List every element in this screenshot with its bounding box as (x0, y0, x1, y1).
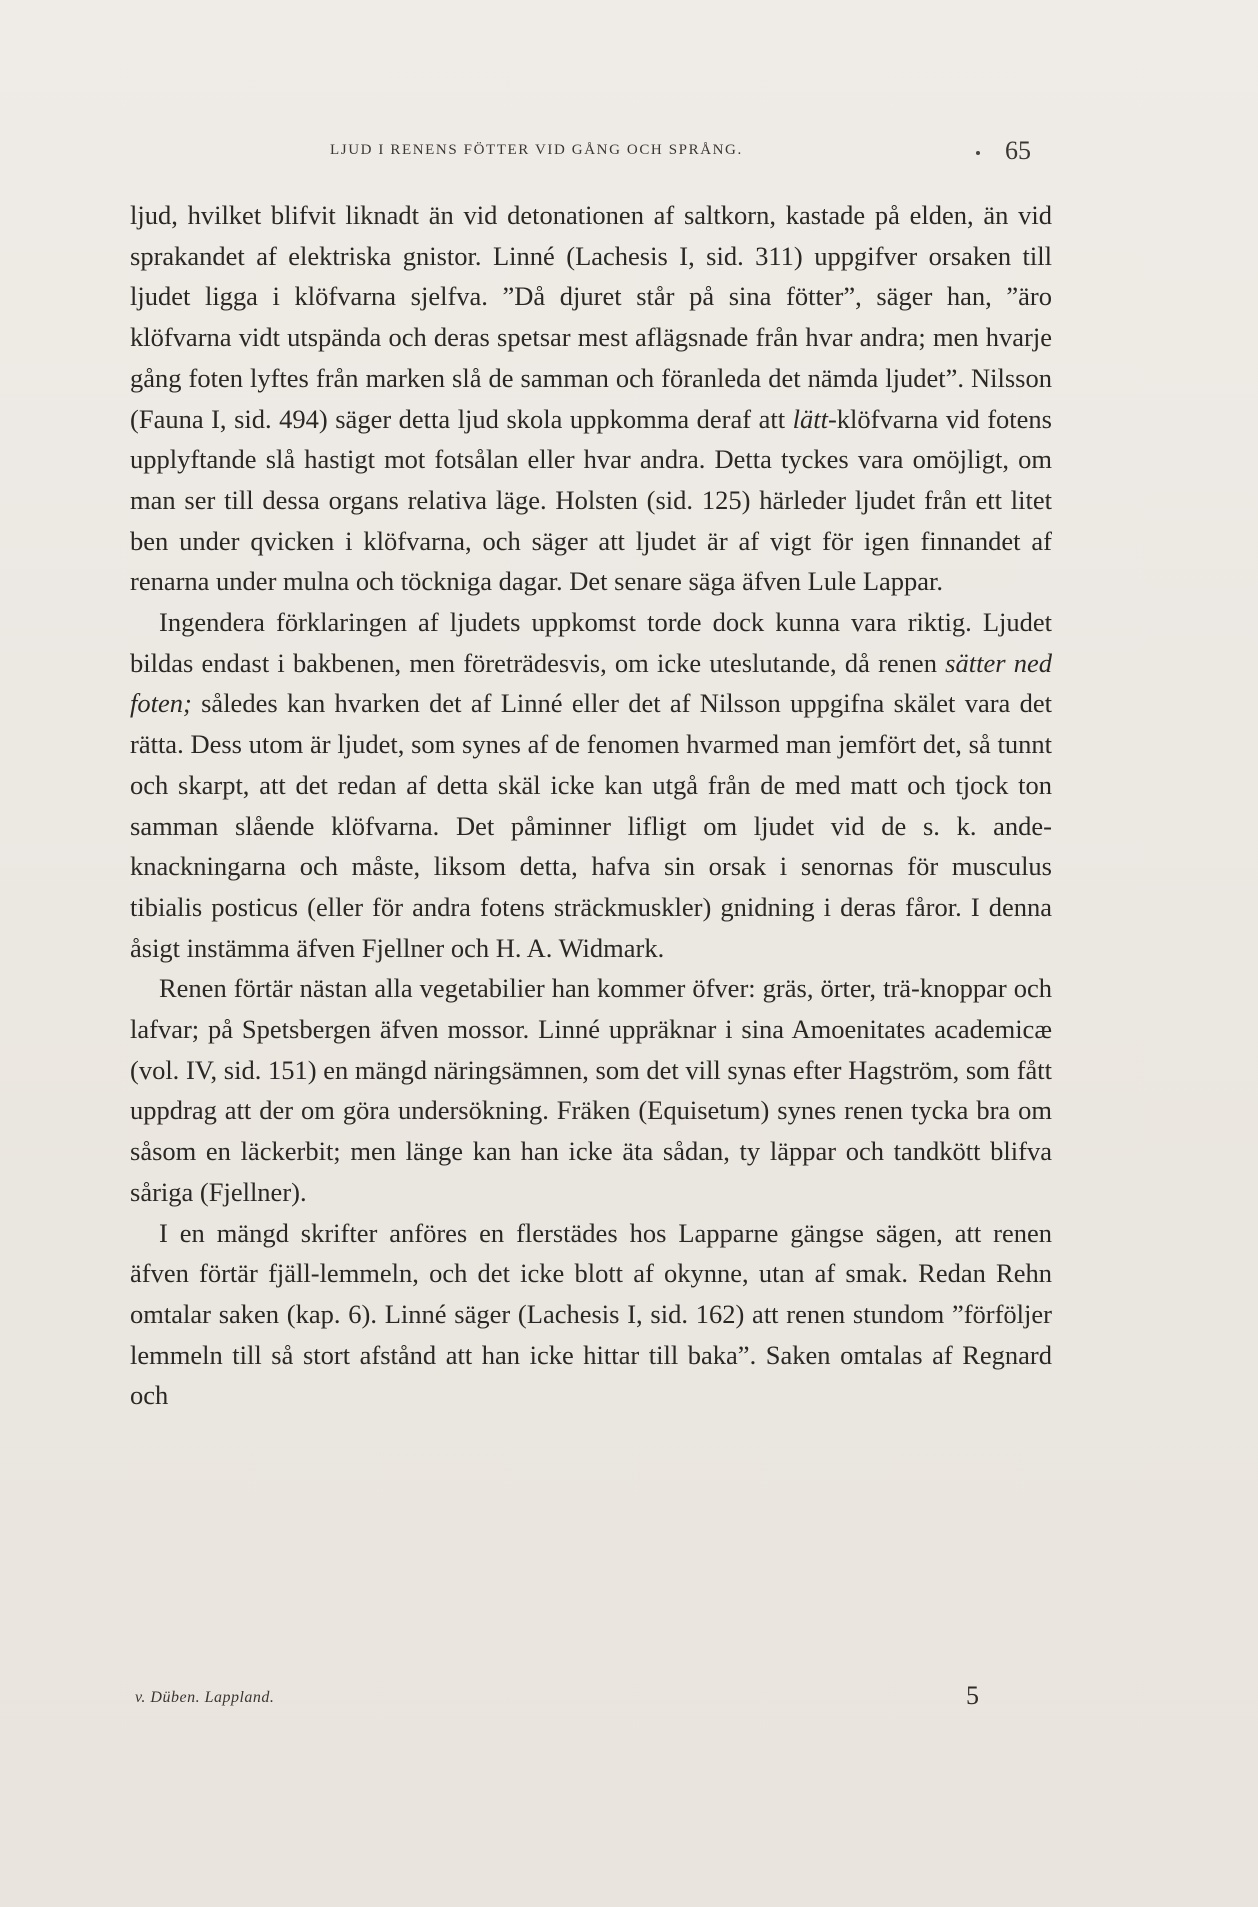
paragraph-text: I en mängd skrifter anföres en flerstädes hos Lapparne gängse sägen, att renen äfven förtär fjäll-lemmeln, och det icke blott af okynne, utan af smak. Redan Rehn omtalar saken (kap. 6). Linné säger (Lachesis I, sid. 162) att renen stundom ”förföljer lemmeln till så stort afstånd att han icke hittar till baka”. Saken omtalas af Regnard och (130, 1217, 1052, 1411)
paragraph (130, 195, 1052, 602)
footer-sheet-number: 5 (966, 1681, 979, 1710)
paragraph-text: Ingendera förklaringen af ljudets uppkomst torde dock kunna vara riktig. Ljudet bildas endast i bakbenen, men företrädesvis, om icke uteslutande, då renen (130, 607, 1052, 678)
body-text (130, 195, 1052, 1416)
paragraph-text: -klöfvarna vid fotens upplyftande slå hastigt mot fotsålan eller hvar andra. Detta tyckes vara omöjligt, om man ser till dessa organs relativa läge. Holsten (sid. 125) härleder ljudet från ett litet ben under qvicken i klöfvarna, och säger att ljudet är af vigt för igen finnandet af renarna under mulna och töckniga dagar. Det senare säga äfven Lule Lappar. (130, 403, 1052, 597)
paragraph (130, 968, 1052, 1212)
page-number: 65 (1005, 136, 1031, 165)
header-dot (976, 151, 980, 155)
paragraph (130, 1213, 1052, 1417)
paragraph-text: Renen förtär nästan alla vegetabilier han kommer öfver: gräs, örter, trä-knoppar och lafvar; på Spetsbergen äfven mossor. Linné uppräknar i sina Amoenitates academicæ (vol. IV, sid. 151) en mängd näringsämnen, som det vill synas efter Hagström, som fått uppdrag att der om göra undersökning. Fräken (Equisetum) synes renen tycka bra om såsom en läckerbit; men länge kan han icke äta sådan, ty läppar och tandkött blifva såriga (Fjellner). (130, 973, 1052, 1207)
paragraph (130, 602, 1052, 968)
paragraph-text: ljud, hvilket blifvit liknadt än vid detonationen af saltkorn, kastade på elden, än vid sprakandet af elektriska gnistor. Linné (Lachesis I, sid. 311) uppgifver orsaken till ljudet ligga i klöfvarna sjelfva. ”Då djuret står på sina fötter”, säger han, ”äro klöfvarna vidt utspända och deras spetsar mest aflägsnade från hvar andra; men hvarje gång foten lyftes från marken slå de samman och föranleda det nämda ljudet”. Nilsson (Fauna I, sid. 494) säger detta ljud skola uppkomma deraf att (130, 200, 1052, 434)
emphasis-text: sätter ned foten; (130, 647, 1052, 719)
paragraph-text: således kan hvarken det af Linné eller det af Nilsson uppgifna skälet vara det rätta. Dess utom är ljudet, som synes af de fenomen hvarmed man jemfört det, så tunnt och skarpt, att det redan af detta skäl icke kan utgå från de med matt och tjock ton samman slående klöfvarna. Det påminner lifligt om ljudet vid de s. k. ande-knackningarna och måste, liksom detta, hafva sin orsak i senornas för musculus tibialis posticus (eller för andra fotens sträckmuskler) gnidning i deras fåror. I denna åsigt instämma äfven Fjellner och H. A. Widmark. (130, 688, 1052, 963)
footer-signature: v. Düben. Lappland. (135, 1689, 275, 1706)
emphasis-text: lätt (792, 403, 828, 434)
running-head: LJUD I RENENS FÖTTER VID GÅNG OCH SPRÅNG. (330, 142, 743, 158)
